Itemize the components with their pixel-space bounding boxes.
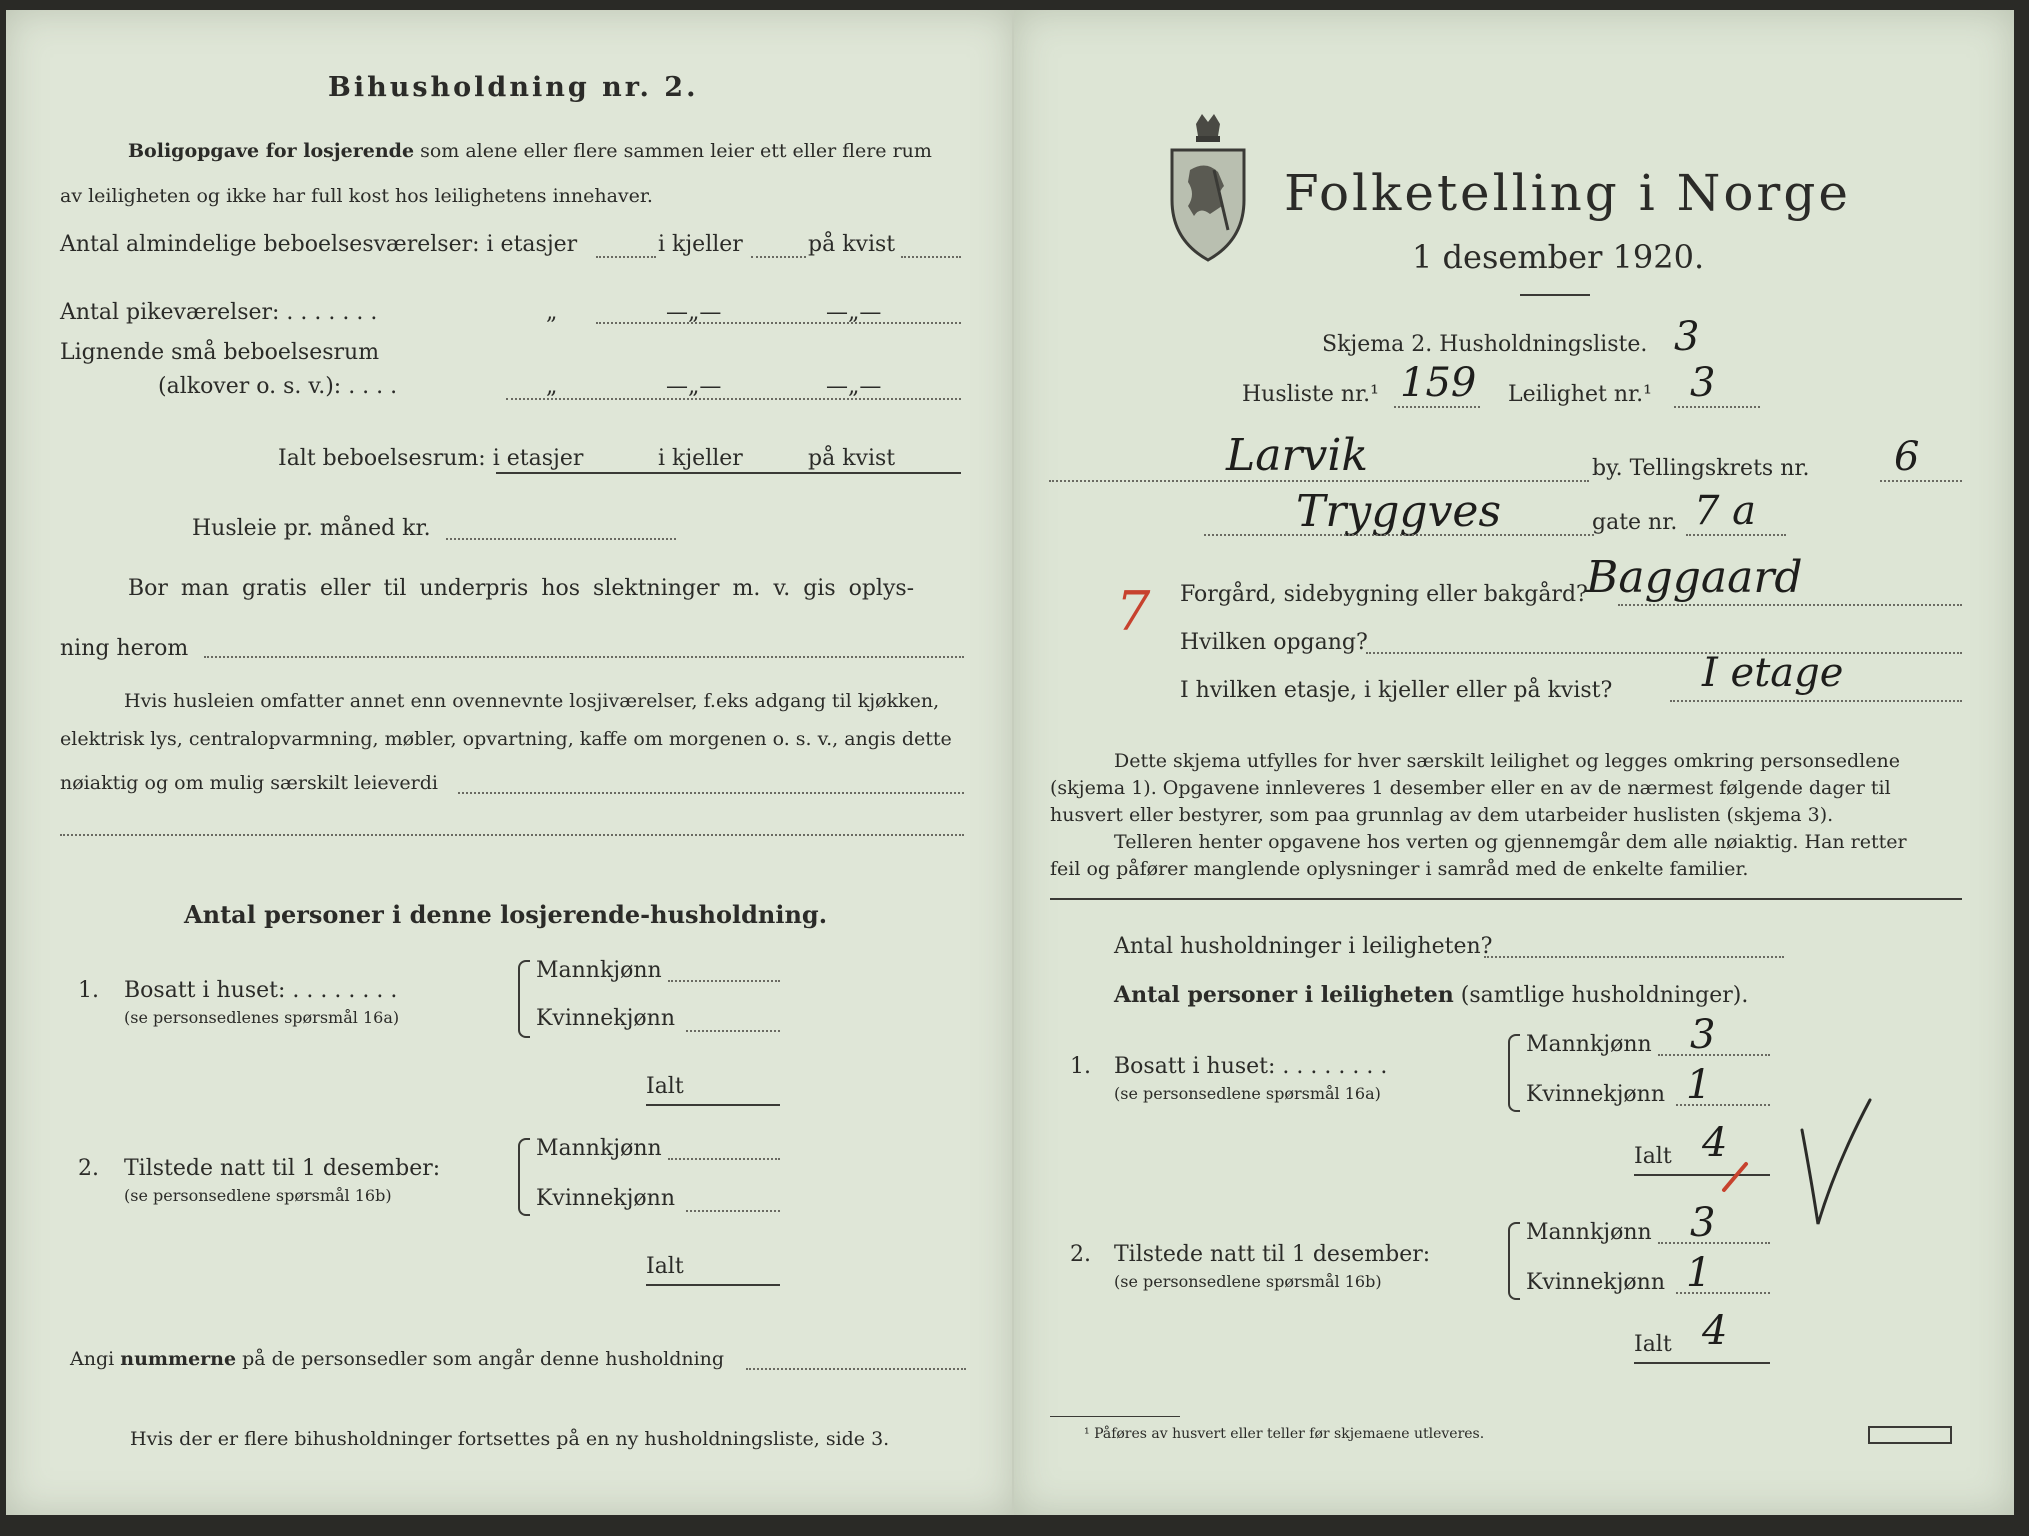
kjeller-label: i kjeller xyxy=(658,232,743,257)
q1-number: 1. xyxy=(78,978,99,1003)
ialt-rooms-label: Ialt beboelsesrum: i etasjer xyxy=(278,446,584,471)
intro-line-1: Boligopgave for losjerende som alene eller flere sammen leier ett eller flere rum xyxy=(128,140,932,162)
leilighet-label: Leilighet nr.¹ xyxy=(1508,382,1652,407)
q1-mann-label: Mannkjønn xyxy=(536,958,662,983)
r-q2-sub: (se personsedlene spørsmål 16b) xyxy=(1114,1272,1382,1291)
kjeller-field xyxy=(751,256,806,258)
r-q2-kvinne-field xyxy=(1676,1292,1770,1294)
etasje-label: I hvilken etasje, i kjeller eller på kvist? xyxy=(1180,678,1613,703)
street-field xyxy=(1204,534,1594,536)
by-label: by. Tellingskrets nr. xyxy=(1592,456,1810,481)
right-page xyxy=(1014,10,2014,1515)
husliste-label: Husliste nr.¹ xyxy=(1242,382,1379,407)
q2-label: Tilstede natt til 1 desember: xyxy=(124,1156,441,1181)
q1-kvinne-label: Kvinnekjønn xyxy=(536,1006,675,1031)
q2-ialt-label: Ialt xyxy=(646,1254,684,1279)
red-stroke-mark-icon xyxy=(1714,1156,1754,1196)
q1-brace xyxy=(518,960,530,1038)
etasjer-field xyxy=(596,256,656,258)
para2-line1: Telleren henter opgavene hos verten og gjennemgår dem alle nøiaktig. Han retter xyxy=(1114,831,1907,853)
pike-ditto: „ xyxy=(546,300,558,325)
kvist-label: på kvist xyxy=(808,232,896,257)
small-line-1: Hvis husleien omfatter annet enn ovennevnte losjiværelser, f.eks adgang til kjøkken, xyxy=(124,690,940,712)
r-q2-ialt-label: Ialt xyxy=(1634,1332,1672,1357)
r-q1-kvinne-field xyxy=(1676,1104,1770,1106)
husleie-label: Husleie pr. måned kr. xyxy=(192,516,431,541)
q2-kvinne-field xyxy=(686,1210,780,1212)
r-q2-mann-value: 3 xyxy=(1690,1200,1716,1246)
alkover-field xyxy=(506,398,961,400)
forgard-label: Forgård, sidebygning eller bakgård? xyxy=(1180,582,1588,607)
left-footer: Hvis der er flere bihusholdninger fortsettes på en ny husholdningsliste, side 3. xyxy=(130,1428,890,1450)
husliste-value: 159 xyxy=(1400,360,1477,406)
gate-value: 7 a xyxy=(1694,488,1757,534)
r-q1-ialt-label: Ialt xyxy=(1634,1144,1672,1169)
skjema-label: Skjema 2. Husholdningsliste. xyxy=(1322,332,1648,357)
husliste-field xyxy=(1394,406,1480,408)
opgang-field xyxy=(1366,652,1962,654)
gratis-field xyxy=(204,656,964,658)
husleie-field xyxy=(446,538,676,540)
gate-label: gate nr. xyxy=(1592,510,1678,535)
leilighet-field xyxy=(1674,406,1760,408)
section-heading: Antal personer i denne losjerende-husholdning. xyxy=(184,900,828,929)
para1-line1: Dette skjema utfylles for hver særskilt leilighet og legges omkring personsedlene xyxy=(1114,750,1900,772)
tick-mark-icon xyxy=(1796,1094,1876,1234)
divider-rule xyxy=(1050,898,1962,900)
q2-mann-field xyxy=(668,1158,780,1160)
footnote-rule xyxy=(1050,1416,1180,1417)
r-q1-brace xyxy=(1508,1034,1520,1112)
red-check-mark: 7 xyxy=(1116,580,1151,643)
r-q1-sub: (se personsedlene spørsmål 16a) xyxy=(1114,1084,1381,1103)
q2-mann-label: Mannkjønn xyxy=(536,1136,662,1161)
r-q1-ialt-value: 4 xyxy=(1702,1120,1728,1166)
census-date: 1 desember 1920. xyxy=(1412,238,1705,276)
q1-sub: (se personsedlenes spørsmål 16a) xyxy=(124,1008,400,1027)
krets-field xyxy=(1880,480,1962,482)
forgard-value: Baggaard xyxy=(1586,552,1803,603)
krets-value: 6 xyxy=(1894,434,1920,480)
r-q1-number: 1. xyxy=(1070,1054,1091,1079)
small-line-3: nøiaktig og om mulig særskilt leieverdi xyxy=(60,772,438,794)
small-line-2: elektrisk lys, centralopvarmning, møbler, opvartning, kaffe om morgenen o. s. v., angis dette xyxy=(60,728,952,750)
r-q2-ialt-value: 4 xyxy=(1702,1308,1728,1354)
alkover-ditto-3: —„— xyxy=(826,374,882,399)
ialt-kjeller-label: i kjeller xyxy=(658,446,743,471)
pike-ditto-2: —„— xyxy=(666,300,722,325)
alkover-ditto: „ xyxy=(546,374,558,399)
antal-hush-label: Antal husholdninger i leiligheten? xyxy=(1114,934,1493,959)
para1-line3: husvert eller bestyrer, som paa grunnlag av dem utarbeider huslisten (skjema 3). xyxy=(1050,804,1834,826)
pike-label: Antal pikeværelser: . . . . . . . xyxy=(60,300,378,325)
left-page xyxy=(6,10,1014,1515)
q2-sub: (se personsedlene spørsmål 16b) xyxy=(124,1186,392,1205)
alkover-label: (alkover o. s. v.): . . . . xyxy=(158,374,398,399)
r-q2-kvinne-value: 1 xyxy=(1686,1250,1712,1296)
pike-ditto-3: —„— xyxy=(826,300,882,325)
title-rule xyxy=(1520,294,1590,296)
angi-line: Angi nummerne på de personsedler som angår denne husholdning xyxy=(70,1348,725,1370)
antal-hush-field xyxy=(1484,956,1784,958)
ialt-kvist-label: på kvist xyxy=(808,446,896,471)
r-q1-kvinne-value: 1 xyxy=(1686,1062,1712,1108)
antal-pers-line: Antal personer i leiligheten (samtlige husholdninger). xyxy=(1114,982,1749,1008)
q1-mann-field xyxy=(668,980,780,982)
q1-label: Bosatt i huset: . . . . . . . . xyxy=(124,978,398,1003)
opgang-label: Hvilken opgang? xyxy=(1180,630,1368,655)
lignende-label: Lignende små beboelsesrum xyxy=(60,340,380,365)
r-q2-brace xyxy=(1508,1222,1520,1300)
r-q2-label: Tilstede natt til 1 desember: xyxy=(1114,1242,1431,1267)
forgard-field xyxy=(1618,604,1962,606)
city-value: Larvik xyxy=(1226,430,1369,481)
r-q2-kvinne-label: Kvinnekjønn xyxy=(1526,1270,1665,1295)
r-q2-mann-field xyxy=(1658,1242,1770,1244)
kvist-field xyxy=(901,256,961,258)
gate-field xyxy=(1686,534,1786,536)
alkover-ditto-2: —„— xyxy=(666,374,722,399)
q2-number: 2. xyxy=(78,1156,99,1181)
q1-kvinne-field xyxy=(686,1030,780,1032)
ialt-rooms-line xyxy=(496,472,961,474)
leilighet-value: 3 xyxy=(1690,360,1716,406)
city-field xyxy=(1049,480,1589,482)
printer-stamp-icon xyxy=(1868,1426,1952,1444)
etasje-field xyxy=(1670,700,1962,702)
skjema-value: 3 xyxy=(1674,314,1700,360)
gratis-line-2: ning herom xyxy=(60,636,189,661)
antal-rooms-label: Antal almindelige beboelsesværelser: i etasjer xyxy=(60,232,578,257)
street-value: Tryggves xyxy=(1296,486,1502,537)
gratis-line-1: Bor man gratis eller til underpris hos slektninger m. v. gis oplys- xyxy=(128,576,915,601)
r-q1-mann-value: 3 xyxy=(1690,1012,1716,1058)
para1-line2: (skjema 1). Opgavene innleveres 1 desember eller en av de nærmest følgende dager til xyxy=(1050,777,1891,799)
q1-ialt-line xyxy=(646,1104,780,1106)
q2-brace xyxy=(518,1138,530,1216)
coat-of-arms-icon xyxy=(1166,110,1250,270)
r-q1-label: Bosatt i huset: . . . . . . . . xyxy=(1114,1054,1388,1079)
r-q2-ialt-line xyxy=(1634,1362,1770,1364)
extra-field xyxy=(60,834,964,836)
intro-line-2: av leiligheten og ikke har full kost hos leilighetens innehaver. xyxy=(60,185,653,207)
left-title: Bihusholdning nr. 2. xyxy=(328,72,699,103)
r-q2-mann-label: Mannkjønn xyxy=(1526,1220,1652,1245)
footnote: ¹ Påføres av husvert eller teller før skjemaene utleveres. xyxy=(1084,1426,1485,1442)
leieverdi-field xyxy=(458,792,964,794)
etasje-value: I etage xyxy=(1702,650,1844,696)
q2-kvinne-label: Kvinnekjønn xyxy=(536,1186,675,1211)
r-q2-number: 2. xyxy=(1070,1242,1091,1267)
r-q1-mann-field xyxy=(1658,1054,1770,1056)
q1-ialt-label: Ialt xyxy=(646,1074,684,1099)
r-q1-kvinne-label: Kvinnekjønn xyxy=(1526,1082,1665,1107)
angi-field xyxy=(746,1368,966,1370)
pike-field xyxy=(596,322,961,324)
q2-ialt-line xyxy=(646,1284,780,1286)
para2-line2: feil og påfører manglende oplysninger i samråd med de enkelte familier. xyxy=(1050,858,1749,880)
right-title: Folketelling i Norge xyxy=(1284,164,1851,222)
r-q1-mann-label: Mannkjønn xyxy=(1526,1032,1652,1057)
